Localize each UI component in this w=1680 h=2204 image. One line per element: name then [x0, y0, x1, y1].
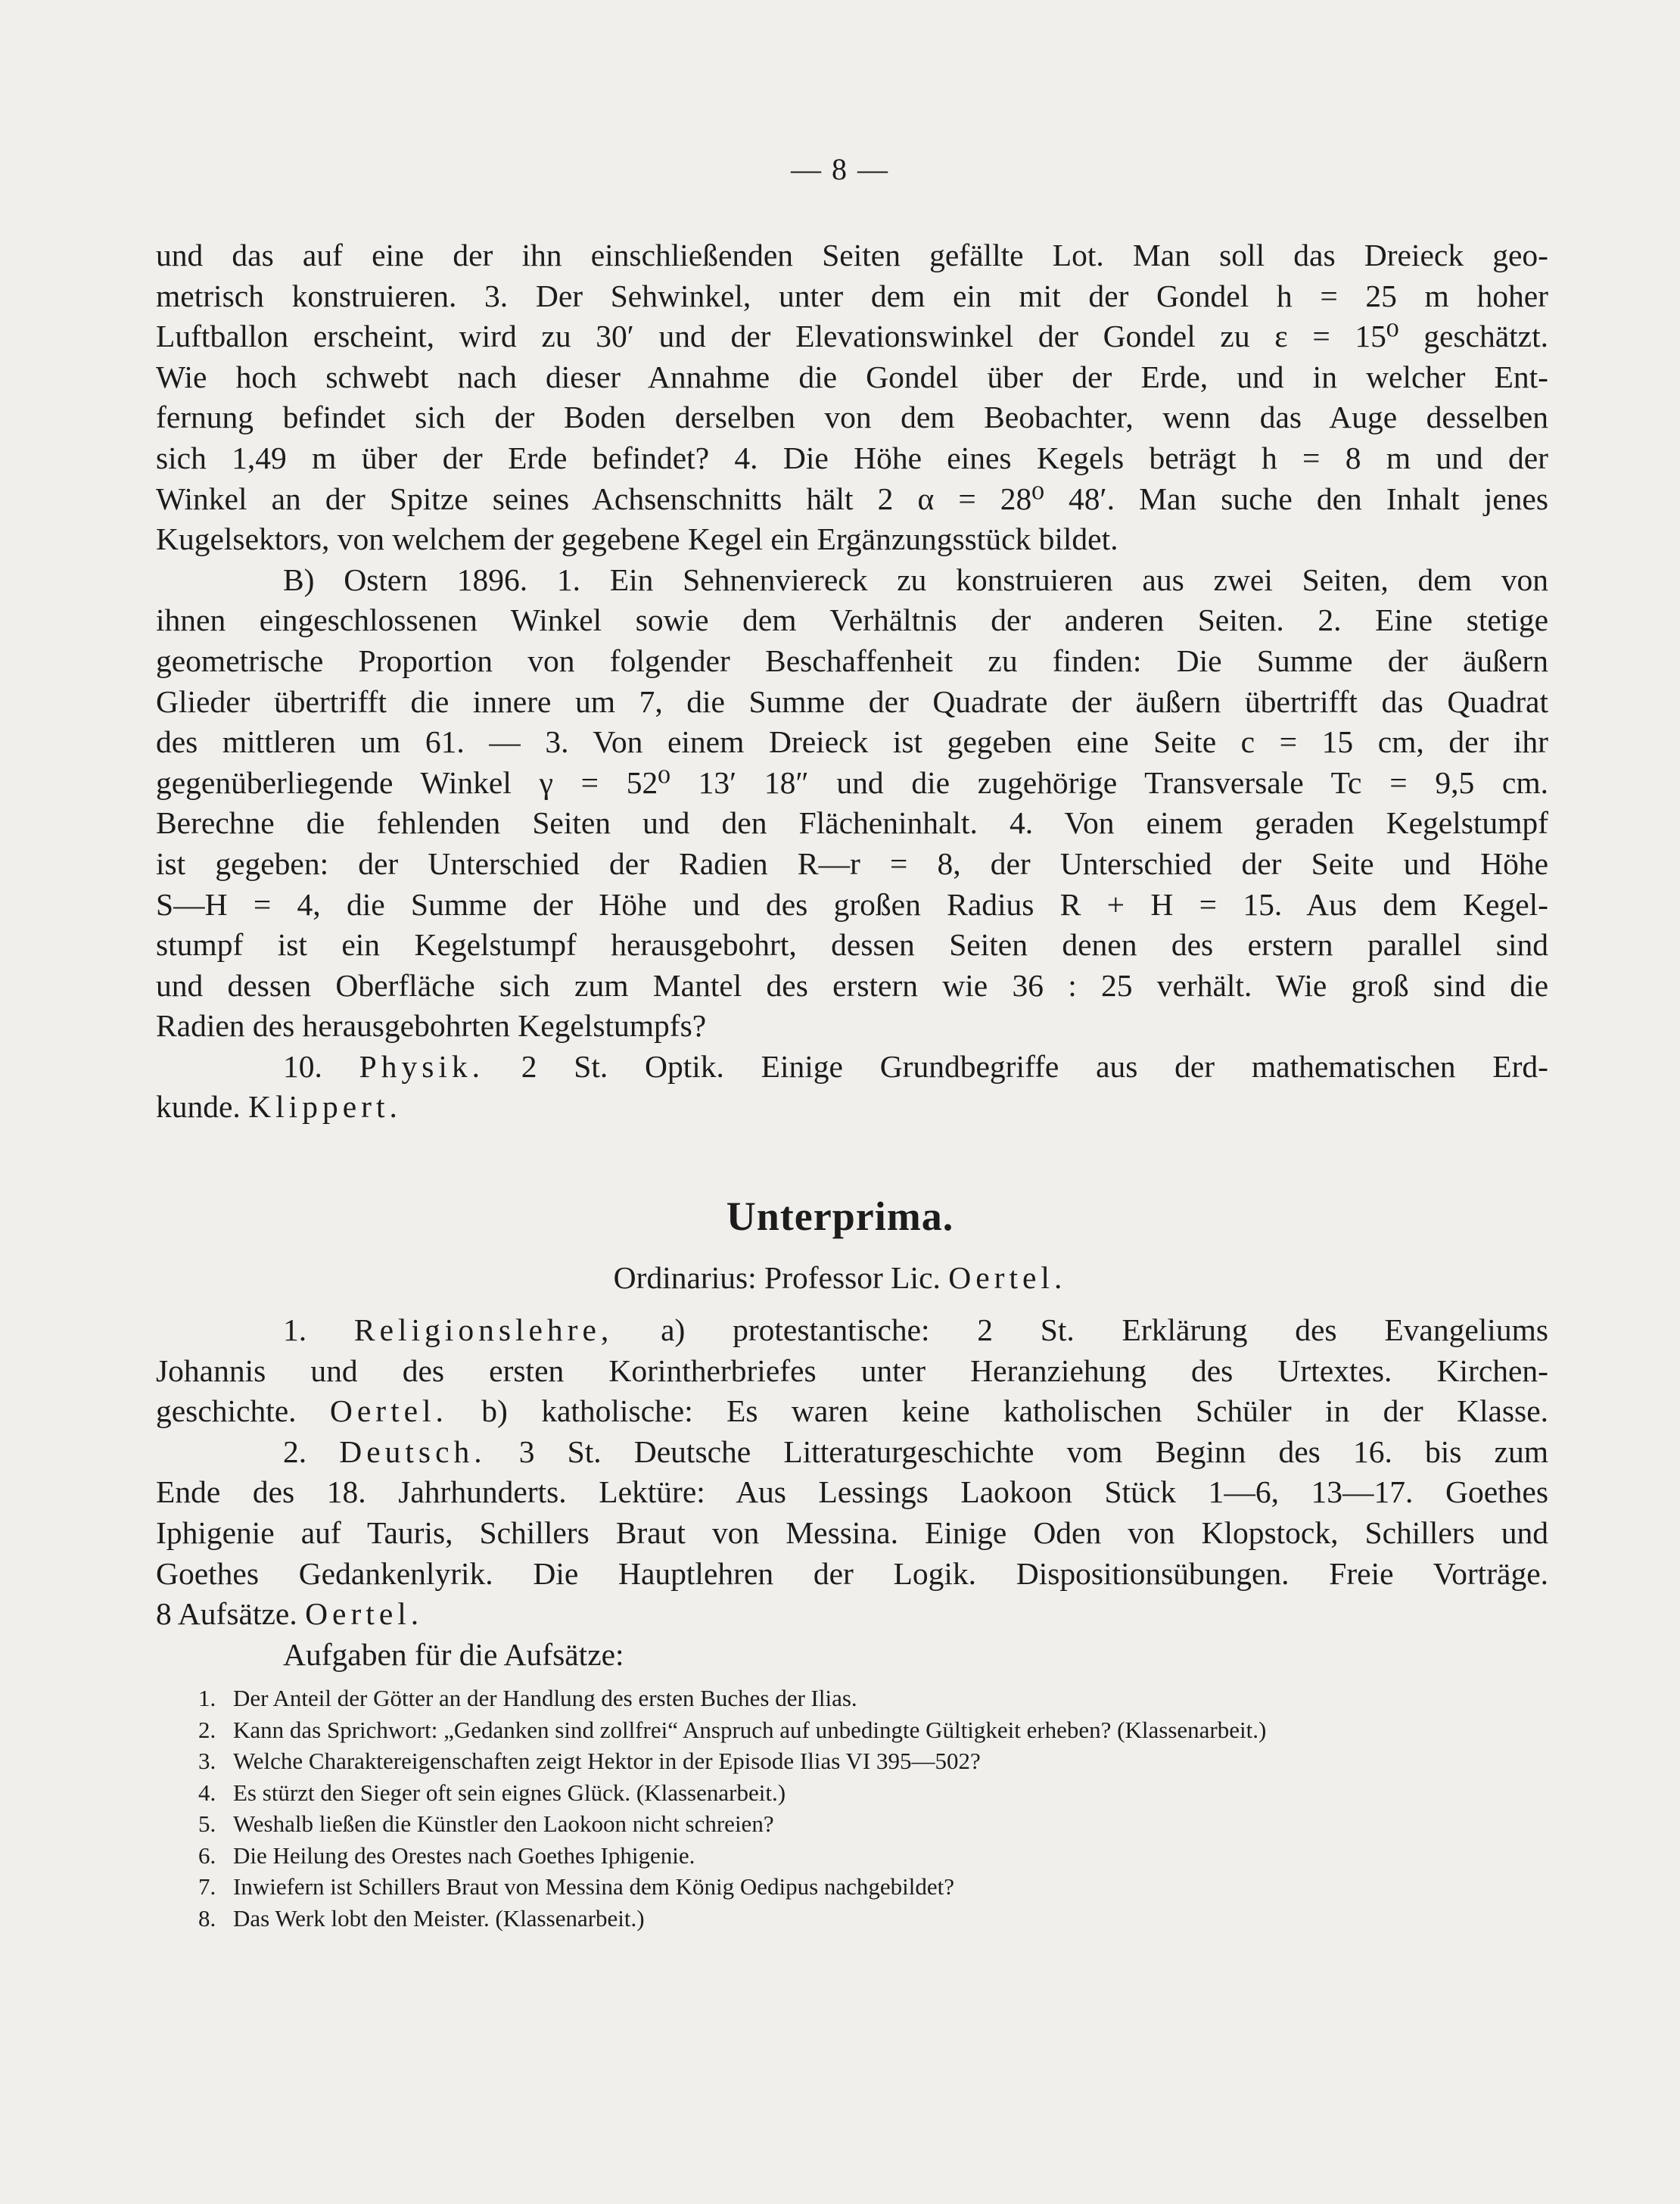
list-item-text: Inwiefern ist Schillers Braut von Messina dem König Oedipus nachgebildet? — [233, 1873, 955, 1900]
deutsch-line — [156, 1594, 1548, 1635]
list-item-text: Es stürzt den Sieger oft sein eignes Glück. (Klassenarbeit.) — [233, 1779, 786, 1806]
essay-topics-list — [198, 1683, 1560, 1934]
text-line: Glieder übertrifft die innere um 7, die Summe der Quadrate der äußern übertrifft das Quadrat — [156, 683, 1548, 719]
subject-number: 1. — [283, 1312, 307, 1347]
subject-number: 2. — [283, 1434, 307, 1469]
text-line: Luftballon erscheint, wird zu 30′ und der Elevationswinkel der Gondel zu ε = 15⁰ geschätzt. — [156, 319, 1548, 354]
list-item-text: Die Heilung des Orestes nach Goethes Iphigenie. — [233, 1841, 695, 1869]
list-item-number: 6. — [198, 1841, 216, 1869]
list-item-text: Weshalb ließen die Künstler den Laokoon nicht schreien? — [233, 1810, 774, 1837]
deutsch-line — [156, 1432, 1548, 1473]
ordinarius-line — [0, 1259, 1680, 1296]
subject-description: 3 St. Deutsche Litteraturgeschichte vom Beginn des 16. bis zum — [518, 1434, 1549, 1469]
religion-line — [156, 1310, 1548, 1351]
text-line: Kugelsektors, von welchem der gegebene Kegel ein Ergänzungsstück bildet. — [156, 521, 1118, 557]
list-item-text: Das Werk lobt den Meister. (Klassenarbeit.) — [233, 1904, 645, 1932]
list-item-number: 2. — [198, 1716, 216, 1743]
subject-description: kunde. — [156, 1089, 241, 1125]
text-line: fernung befindet sich der Boden derselben von dem Beobachter, wenn das Auge desselben — [156, 400, 1548, 435]
teacher-name: Klippert. — [248, 1089, 402, 1125]
list-item-number: 1. — [198, 1685, 216, 1711]
list-item-text: Welche Charaktereigenschaften zeigt Hektor in der Episode Ilias VI 395—502? — [233, 1748, 981, 1774]
text-line: S—H = 4, die Summe der Höhe und des großen Radius R + H = 15. Aus dem Kegel- — [156, 886, 1548, 922]
list-item — [198, 1808, 1560, 1840]
subject-description: a) protestantische: 2 St. Erklärung des Evangeliums — [661, 1312, 1548, 1347]
list-item-number: 5. — [198, 1810, 216, 1837]
list-item — [198, 1871, 1560, 1903]
text-line: Winkel an der Spitze seines Achsenschnitts hält 2 α = 28⁰ 48′. Man suche den Inhalt jenes — [156, 481, 1548, 516]
list-item-number: 8. — [198, 1904, 216, 1932]
teacher-name: Oertel. — [948, 1260, 1067, 1295]
list-item-number: 3. — [198, 1748, 216, 1774]
list-item — [198, 1683, 1560, 1714]
list-item — [198, 1903, 1560, 1935]
ordinarius-label: Ordinarius: Professor Lic. — [613, 1260, 941, 1295]
physik-line — [156, 1047, 1548, 1088]
religion-line — [156, 1391, 1548, 1432]
text-line: und das auf eine der ihn einschließenden Seiten gefällte Lot. Man soll das Dreieck geo- — [156, 238, 1548, 272]
text-line: ist gegeben: der Unterschied der Radien R—r = 8, der Unterschied der Seite und Höhe — [156, 845, 1548, 881]
text-line: geometrische Proportion von folgender Beschaffenheit zu finden: Die Summe der äußern — [156, 643, 1548, 678]
subject-description: geschichte. — [156, 1393, 297, 1429]
page-number: — 8 — — [791, 152, 889, 186]
text-line: und dessen Oberfläche sich zum Mantel des erstern wie 36 : 25 verhält. Wie groß sind die — [156, 967, 1548, 1003]
list-item-number: 4. — [198, 1779, 216, 1806]
list-item-text: Der Anteil der Götter an der Handlung des ersten Buches der Ilias. — [233, 1685, 857, 1711]
subject-description: 2 St. Optik. Einige Grundbegriffe aus der mathematischen Erd- — [521, 1048, 1549, 1084]
text-line: gegenüberliegende Winkel γ = 52⁰ 13′ 18″ und die zugehörige Transversale Tc = 9,5 cm. — [156, 764, 1548, 800]
list-item — [198, 1840, 1560, 1872]
text-line: Wie hoch schwebt nach dieser Annahme die Gondel über der Erde, und in welcher Ent- — [156, 359, 1548, 394]
text-line: B) Ostern 1896. 1. Ein Sehnenviereck zu konstruieren aus zwei Seiten, dem von — [283, 562, 1548, 597]
list-item — [198, 1745, 1560, 1777]
mathematics-continuation — [156, 235, 1548, 1128]
deutsch-line: Ende des 18. Jahrhunderts. Lektüre: Aus Lessings Laokoon Stück 1—6, 13—17. Goethes — [156, 1474, 1548, 1510]
deutsch-line: Goethes Gedankenlyrik. Die Hauptlehren der Logik. Dispositionsübungen. Freie Vorträge. — [156, 1555, 1548, 1591]
subject-number: 10. — [283, 1048, 322, 1084]
text-line: metrisch konstruieren. 3. Der Sehwinkel, unter dem ein mit der Gondel h = 25 m hoher — [156, 278, 1548, 313]
text-line: Berechne die fehlenden Seiten und den Flächeninhalt. 4. Von einem geraden Kegelstumpf — [156, 805, 1548, 841]
section-heading: Unterprima. — [726, 1194, 954, 1239]
subject-name: Deutsch. — [339, 1434, 487, 1469]
list-item-text: Kann das Sprichwort: „Gedanken sind zollfrei“ Anspruch auf unbedingte Gültigkeit erheben? (Klassenarbeit.) — [233, 1716, 1267, 1743]
unterprima-subjects — [156, 1310, 1548, 1675]
teacher-name: Oertel. — [305, 1596, 424, 1632]
text-line: Radien des herausgebohrten Kegelstumpfs? — [156, 1008, 707, 1044]
text-line: ihnen eingeschlossenen Winkel sowie dem Verhältnis der anderen Seiten. 2. Eine stetige — [156, 602, 1548, 638]
list-item-number: 7. — [198, 1873, 216, 1900]
list-item — [198, 1714, 1560, 1746]
aufgaben-title: Aufgaben für die Aufsätze: — [283, 1636, 624, 1672]
subject-name: Religionslehre, — [353, 1312, 614, 1347]
subject-description: b) katholische: Es waren keine katholischen Schüler in der Klasse. — [481, 1393, 1549, 1429]
list-item — [198, 1777, 1560, 1809]
text-line: stumpf ist ein Kegelstumpf herausgebohrt, dessen Seiten denen des erstern parallel sind — [156, 927, 1548, 963]
text-line: sich 1,49 m über der Erde befindet? 4. Die Höhe eines Kegels beträgt h = 8 m und der — [156, 440, 1548, 475]
subject-name: Physik. — [359, 1048, 485, 1084]
religion-line: Johannis und des ersten Korintherbriefes unter Heranziehung des Urtextes. Kirchen- — [156, 1353, 1548, 1388]
subject-description: 8 Aufsätze. — [156, 1596, 297, 1632]
teacher-name: Oertel. — [329, 1393, 448, 1429]
text-line: des mittleren um 61. — 3. Von einem Dreieck ist gegeben eine Seite c = 15 cm, der ihr — [156, 724, 1548, 760]
deutsch-line: Iphigenie auf Tauris, Schillers Braut von Messina. Einige Oden von Klopstock, Schillers und — [156, 1514, 1548, 1550]
physik-line — [156, 1087, 1548, 1128]
